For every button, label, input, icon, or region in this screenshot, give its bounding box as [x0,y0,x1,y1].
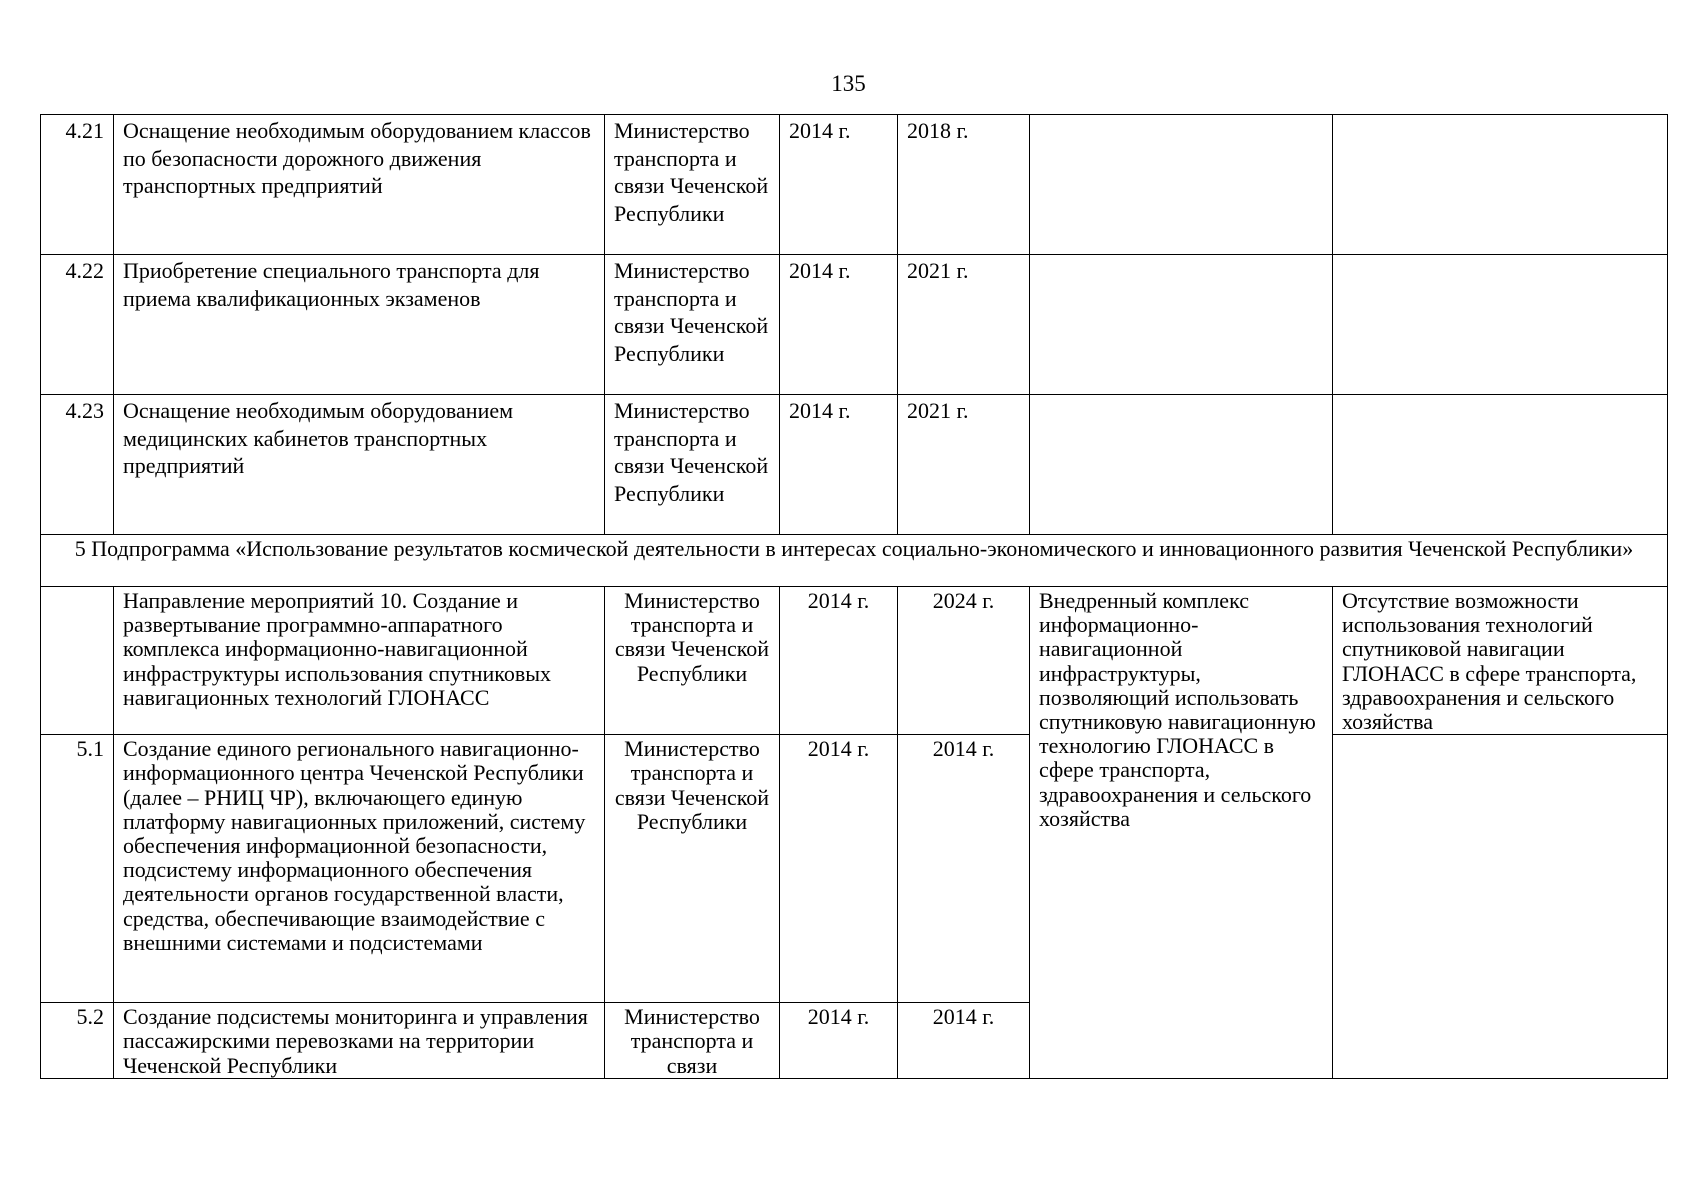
executor: Министерство транспорта и связи [605,1003,780,1079]
row-number: 5.2 [41,1003,114,1079]
end-year: 2024 г. [898,587,1030,735]
consequence [1333,115,1668,255]
executor: Министерство транспорта и связи Чеченской Республики [605,587,780,735]
subprogram-header-row [41,535,1668,587]
row-number: 4.23 [41,395,114,535]
end-year: 2018 г. [898,115,1030,255]
row-number: 4.21 [41,115,114,255]
start-year: 2014 г. [780,587,898,735]
end-year: 2014 г. [898,735,1030,1003]
measure-name: Оснащение необходимым оборудованием классов по безопасности дорожного движения транспортных предприятий [114,115,605,255]
consequence [1333,255,1668,395]
measure-name: Оснащение необходимым оборудованием медицинских кабинетов транспортных предприятий [114,395,605,535]
start-year: 2014 г. [780,1003,898,1079]
end-year: 2014 г. [898,1003,1030,1079]
measures-table [40,114,1668,1079]
measure-name: Создание подсистемы мониторинга и управления пассажирскими перевозками на территории Чеченской Республики [114,1003,605,1079]
expected-result [1030,115,1333,255]
row-number: 5.1 [41,735,114,1003]
expected-result [1030,255,1333,395]
executor: Министерство транспорта и связи Чеченской Республики [605,255,780,395]
measure-name: Приобретение специального транспорта для приема квалификационных экзаменов [114,255,605,395]
start-year: 2014 г. [780,255,898,395]
expected-result: Внедренный комплекс информационно-навигационной инфраструктуры, позволяющий использовать спутниковую навигационную технологию ГЛОНАСС в сфере транспорта, здравоохранения и сельского хозяйства [1030,587,1333,1079]
expected-result [1030,395,1333,535]
start-year: 2014 г. [780,395,898,535]
table-row [41,115,1668,255]
executor: Министерство транспорта и связи Чеченской Республики [605,115,780,255]
table-row [41,255,1668,395]
row-number [41,587,114,735]
row-number: 4.22 [41,255,114,395]
measure-name: Создание единого регионального навигационно-информационного центра Чеченской Республики (далее – РНИЦ ЧР), включающего единую платформу навигационных приложений, систему обеспечения информационной безопасности, подсистему информационного обеспечения деятельности органов государственной власти, средства, обеспечивающие взаимодействие с внешними системами и подсистемами [114,735,605,1003]
executor: Министерство транспорта и связи Чеченской Республики [605,395,780,535]
start-year: 2014 г. [780,735,898,1003]
table-row [41,587,1668,735]
page-number: 135 [831,71,866,96]
table-row [41,395,1668,535]
end-year: 2021 г. [898,255,1030,395]
measure-name: Направление мероприятий 10. Создание и развертывание программно-аппаратного комплекса информационно-навигационной инфраструктуры использования спутниковых навигационных технологий ГЛОНАСС [114,587,605,735]
consequence: Отсутствие возможности использования технологий спутниковой навигации ГЛОНАСС в сфере транспорта, здравоохранения и сельского хозяйства [1333,587,1668,735]
end-year: 2021 г. [898,395,1030,535]
executor: Министерство транспорта и связи Чеченской Республики [605,735,780,1003]
subprogram-title: 5 Подпрограмма «Использование результатов космической деятельности в интересах социально-экономического и инновационного развития Чеченской Республики» [41,535,1668,587]
table-row [41,735,1668,1003]
consequence [1333,395,1668,535]
consequence [1333,735,1668,1079]
start-year: 2014 г. [780,115,898,255]
